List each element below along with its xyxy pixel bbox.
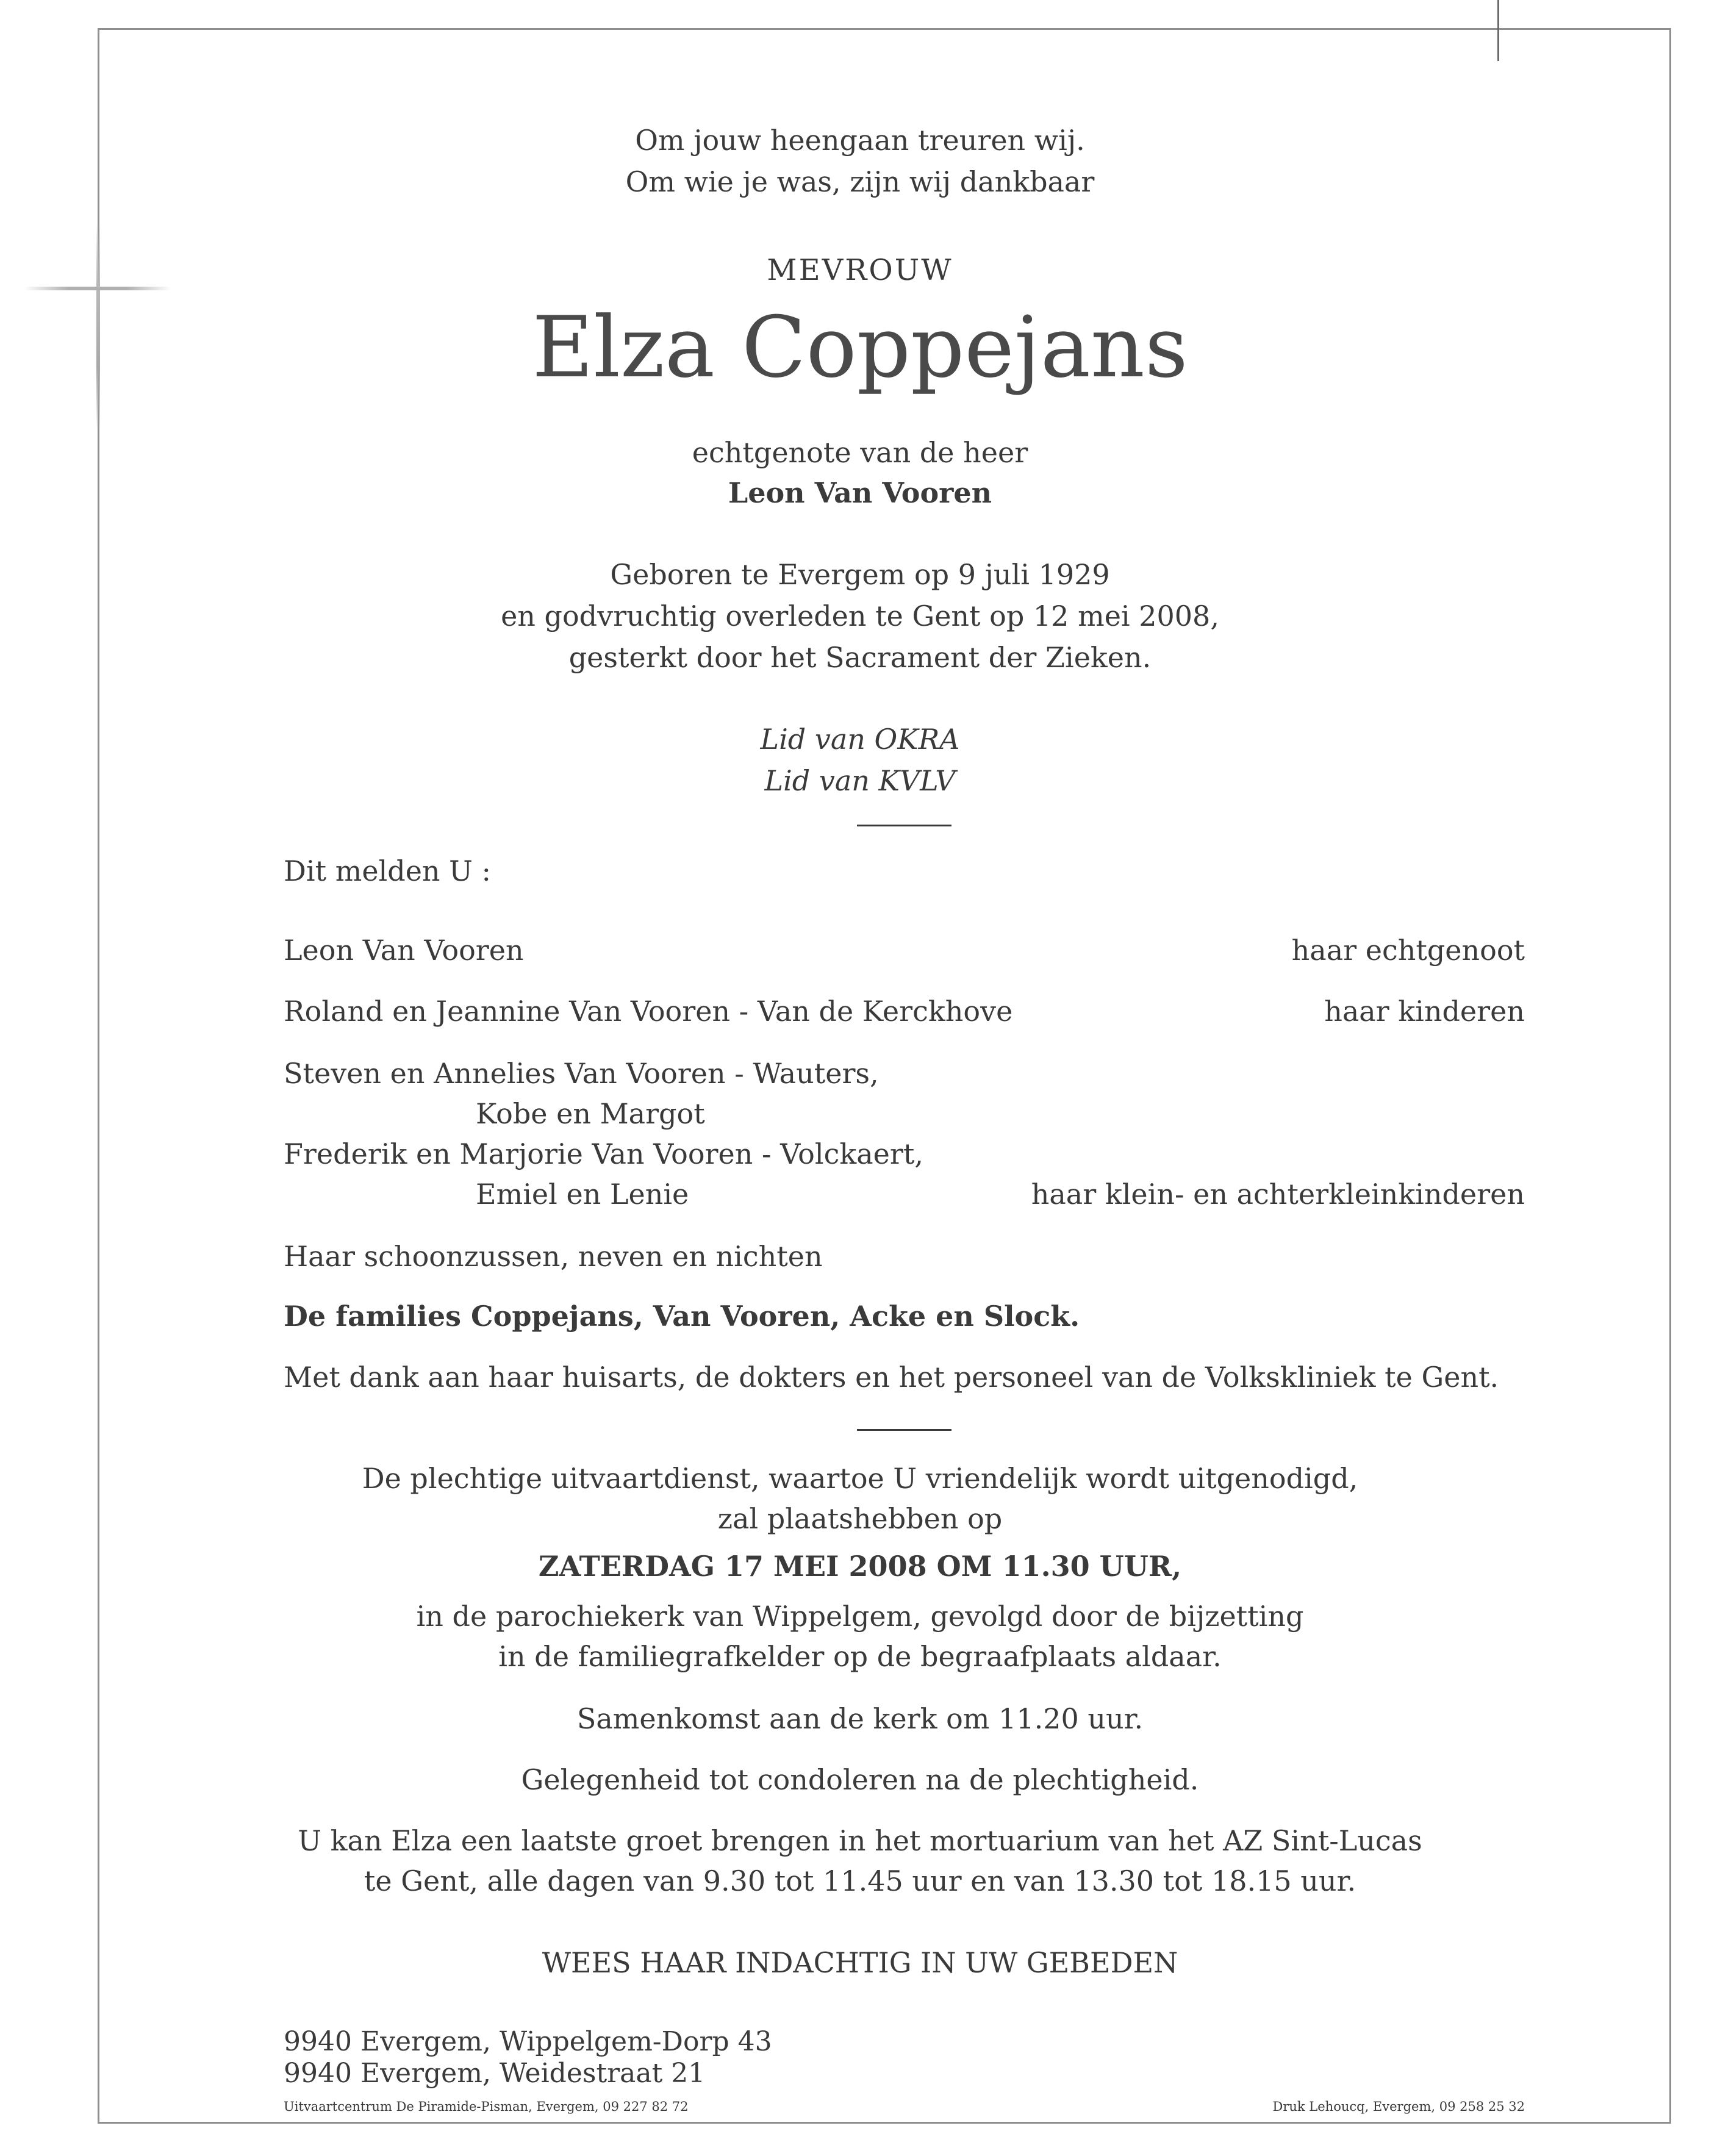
deceased-title: MEVROUW bbox=[767, 253, 953, 287]
in-laws-line: Haar schoonzussen, neven en nichten bbox=[284, 1240, 823, 1273]
address-line: 9940 Evergem, Weidestraat 21 bbox=[284, 2058, 706, 2089]
service-location-1: in de parochiekerk van Wippelgem, gevolgd door de bijzetting bbox=[416, 1600, 1304, 1633]
announcer-row-left: Frederik en Marjorie Van Vooren - Volckaert, bbox=[284, 1137, 923, 1170]
divider bbox=[857, 825, 951, 826]
motto-line-1: Om jouw heengaan treuren wij. bbox=[635, 124, 1085, 157]
announcer-row-left: Leon Van Vooren bbox=[284, 934, 524, 967]
service-line-1: De plechtige uitvaartdienst, waartoe U vriendelijk wordt uitgenodigd, bbox=[362, 1462, 1358, 1495]
thanks-line: Met dank aan haar huisarts, de dokters en het personeel van de Volkskliniek te Gent. bbox=[284, 1361, 1499, 1394]
announcer-row-relation: haar echtgenoot bbox=[1291, 934, 1525, 967]
announcer-row-left: Roland en Jeannine Van Vooren - Van de Kerckhove bbox=[284, 995, 1013, 1028]
closing-line: WEES HAAR INDACHTIG IN UW GEBEDEN bbox=[542, 1946, 1178, 1979]
deceased-name: Elza Coppejans bbox=[532, 298, 1188, 396]
condolences-line: Gelegenheid tot condoleren na de plechtigheid. bbox=[521, 1763, 1199, 1796]
undertaker-credit: Uitvaartcentrum De Piramide-Pisman, Evergem, 09 227 82 72 bbox=[284, 2099, 689, 2114]
birth-line: Geboren te Evergem op 9 juli 1929 bbox=[610, 558, 1110, 591]
service-line-2: zal plaatshebben op bbox=[717, 1502, 1003, 1535]
service-location-2: in de familiegrafkelder op de begraafplaats aldaar. bbox=[498, 1640, 1222, 1673]
spouse-name: Leon Van Vooren bbox=[728, 476, 992, 509]
spouse-intro: echtgenote van de heer bbox=[692, 436, 1028, 469]
announcer-row-left: Steven en Annelies Van Vooren - Wauters, bbox=[284, 1057, 879, 1090]
gathering-line: Samenkomst aan de kerk om 11.20 uur. bbox=[576, 1702, 1144, 1735]
announcers-intro: Dit melden U : bbox=[284, 854, 492, 887]
death-line: en godvruchtig overleden te Gent op 12 mei 2008, bbox=[501, 600, 1219, 632]
announcer-row-left: Emiel en Lenie bbox=[476, 1178, 689, 1211]
printer-credit: Druk Lehoucq, Evergem, 09 258 25 32 bbox=[1272, 2099, 1525, 2114]
announcer-row-relation: haar klein- en achterkleinkinderen bbox=[1031, 1178, 1525, 1211]
membership-kvlv: Lid van KVLV bbox=[764, 764, 956, 797]
membership-okra: Lid van OKRA bbox=[760, 723, 960, 756]
farewell-line-2: te Gent, alle dagen van 9.30 tot 11.45 uur en van 13.30 tot 18.15 uur. bbox=[364, 1864, 1356, 1897]
announcer-row-left: Kobe en Margot bbox=[476, 1097, 705, 1130]
farewell-line-1: U kan Elza een laatste groet brengen in het mortuarium van het AZ Sint-Lucas bbox=[298, 1824, 1422, 1857]
crop-mark bbox=[1497, 0, 1499, 61]
motto-line-2: Om wie je was, zijn wij dankbaar bbox=[625, 165, 1095, 198]
service-date: ZATERDAG 17 MEI 2008 OM 11.30 UUR, bbox=[538, 1550, 1182, 1583]
divider bbox=[857, 1429, 951, 1431]
announcer-row-relation: haar kinderen bbox=[1324, 995, 1525, 1028]
sacrament-line: gesterkt door het Sacrament der Zieken. bbox=[568, 641, 1152, 674]
families-line: De families Coppejans, Van Vooren, Acke en Slock. bbox=[284, 1300, 1080, 1333]
address-line: 9940 Evergem, Wippelgem-Dorp 43 bbox=[284, 2026, 772, 2057]
